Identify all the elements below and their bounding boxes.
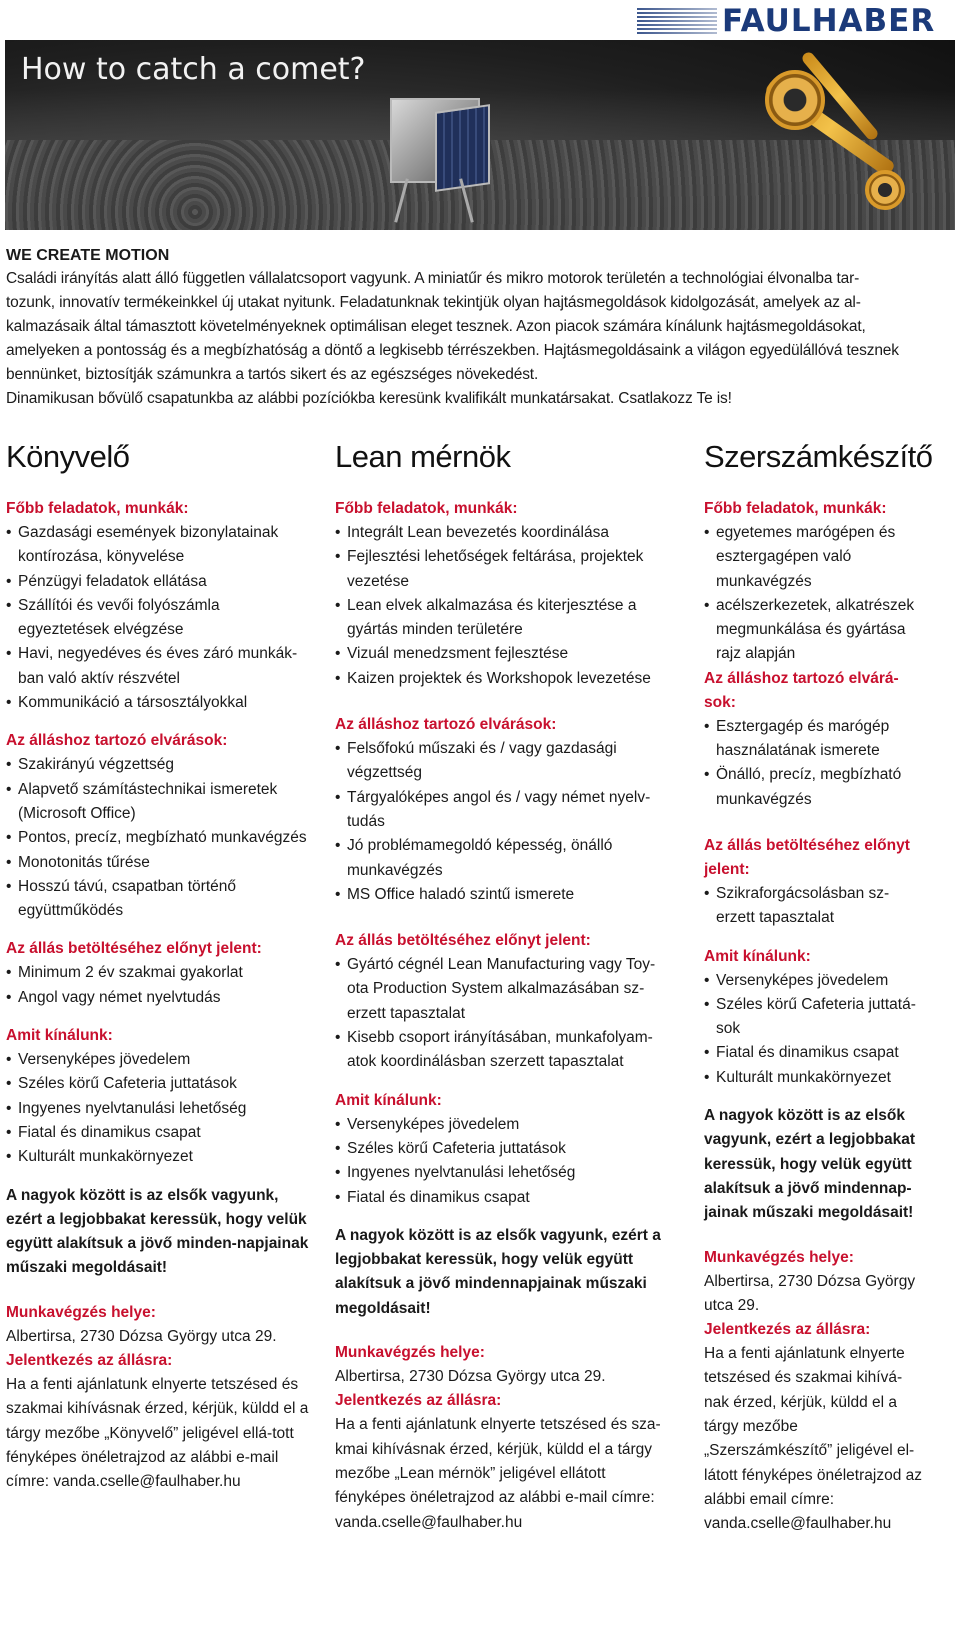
workplace-heading: Munkavégzés helye: (6, 1303, 156, 1321)
list-item: • Jó problémamegoldó képesség, önálló munkavégzés (335, 834, 670, 883)
offer-heading: Amit kínálunk: (704, 947, 811, 965)
list-item: • Gazdasági események bizonylatainak kontírozása, könyvelése (6, 521, 311, 570)
workplace-heading: Munkavégzés helye: (335, 1344, 485, 1362)
list-item: • Versenyképes jövedelem (6, 1048, 311, 1072)
intro-line: tozunk, innovatív termékeinkkel új utakat nyitunk. Feladatunknak tekintjük olyan hajtásmegoldások kidolgozását, amelyek az al- (6, 294, 861, 311)
company-logo: FAULHABER (722, 3, 936, 39)
requirements-list (335, 737, 670, 907)
list-item: • MS Office haladó szintű ismerete (335, 883, 670, 907)
list-item: • Szállítói és vevői folyószámla egyeztetések elvégzése (6, 594, 311, 643)
list-item: • Fiatal és dinamikus csapat (6, 1121, 311, 1145)
requirements-list (704, 715, 926, 812)
intro-line: Dinamikusan bővülő csapatunkba az alábbi pozíciókba keresünk kvalifikált munkatársakat. Csatlakozz Te is! (6, 390, 732, 407)
tasks-list (335, 521, 670, 691)
advantages-list (6, 961, 311, 1010)
tasks-list (704, 521, 926, 667)
list-item: • Szikraforgácsolásban sz-erzett tapasztalat (704, 882, 926, 931)
apply-text: Ha a fenti ajánlatunk elnyerte tetszésed és szakmai kihívásnak érzed, kérjük, küldd el a tárgy mezőbe „Könyvelő” jeligével ellá-tott fényképes önéletrajzod az alábbi e-mail címre: vanda.cselle@faulhaber.hu (6, 1376, 309, 1491)
requirements-list (6, 753, 311, 923)
requirements-heading: Az álláshoz tartozó elvárások: (6, 732, 228, 750)
slogan: A nagyok között is az elsők vagyunk, ezért a legjobbakat keressük, hogy velük együtt alakítsuk a jövő minden-napjainak műszaki megoldásait! (6, 1186, 309, 1277)
slogan: A nagyok között is az elsők vagyunk, ezért a legjobbakat keressük, hogy velük együtt alakítsuk a jövő mindennapjainak műszaki megoldásait! (335, 1226, 661, 1317)
apply-heading: Jelentkezés az állásra: (335, 1392, 502, 1410)
list-item: • Vizuál menedzsment fejlesztése (335, 642, 670, 666)
offer-list (704, 969, 926, 1090)
intro-title: WE CREATE MOTION (6, 247, 170, 264)
list-item: • Havi, negyedéves és éves záró munkák-ban való aktív részvétel (6, 642, 311, 691)
banner-title: How to catch a comet? (21, 52, 366, 87)
list-item: • Kaizen projektek és Workshopok levezetése (335, 667, 670, 691)
list-item: • Fiatal és dinamikus csapat (704, 1041, 926, 1065)
advantages-heading: Az állás betöltéséhez előnyt jelent: (335, 932, 591, 950)
job-title: Könyvelő (6, 439, 130, 474)
list-item: • Ingyenes nyelvtanulási lehetőség (335, 1161, 670, 1185)
tasks-heading: Főbb feladatok, munkák: (6, 500, 189, 517)
intro-line: bennünket, biztosítják számunkra a tartós sikert és az egészséges növekedést. (6, 366, 539, 383)
intro-section (6, 245, 921, 411)
list-item: • Szakirányú végzettség (6, 753, 311, 777)
list-item: • Kommunikáció a társosztályokkal (6, 691, 311, 715)
workplace-address: Albertirsa, 2730 Dózsa György utca 29. (6, 1327, 277, 1345)
requirements-heading: Az álláshoz tartozó elvárások: (335, 716, 557, 734)
hero-banner (5, 40, 955, 230)
intro-line: kalmazásaik által támasztott követelményeknek optimálisan eleget tesznek. Azon piacok számára kínálunk hajtásmegoldásokat, (6, 318, 866, 335)
list-item: • Integrált Lean bevezetés koordinálása (335, 521, 670, 545)
list-item: • Angol vagy német nyelvtudás (6, 986, 311, 1010)
advantages-list (704, 882, 926, 931)
tasks-heading: Főbb feladatok, munkák: (704, 500, 887, 517)
advantages-heading: Az állás betöltéséhez előnyt jelent: (6, 940, 262, 958)
intro-line: amelyeken a pontosság és a megbízhatóság a döntő a legkisebb térrészekben. Hajtásmegoldásaink a világon egyedülállóvá tesznek (6, 342, 899, 359)
workplace-address: Albertirsa, 2730 Dózsa György utca 29. (704, 1272, 916, 1314)
workplace-address: Albertirsa, 2730 Dózsa György utca 29. (335, 1368, 606, 1386)
list-item: • Fiatal és dinamikus csapat (335, 1186, 670, 1210)
tasks-list (6, 521, 311, 715)
apply-heading: Jelentkezés az állásra: (704, 1321, 871, 1339)
job-column-lean-mernok (335, 437, 670, 1535)
list-item: • Gyártó cégnél Lean Manufacturing vagy Toy-ota Production System alkalmazásában sz-erzett tapasztalat (335, 953, 670, 1026)
job-column-szerszamkeszito (704, 437, 933, 1537)
list-item: • Széles körű Cafeteria juttatások (6, 1072, 311, 1096)
list-item: • Esztergagép és marógép használatának ismerete (704, 715, 926, 764)
list-item: • Ingyenes nyelvtanulási lehetőség (6, 1097, 311, 1121)
list-item: • Széles körű Cafeteria juttatások (335, 1137, 670, 1161)
list-item: • Tárgyalóképes angol és / vagy német nyelv-tudás (335, 786, 670, 835)
comet-lander-image (380, 78, 500, 203)
advantages-list (335, 953, 670, 1074)
list-item: • Önálló, precíz, megbízható munkavégzés (704, 763, 926, 812)
list-item: • Kisebb csoport irányításában, munkafolyam-atok koordinálásban szerzett tapasztalat (335, 1026, 670, 1075)
list-item: • acélszerkezetek, alkatrészek megmunkálása és gyártása rajz alapján (704, 594, 926, 667)
logo-stripes-icon (637, 8, 717, 34)
list-item: • Fejlesztési lehetőségek feltárása, projektek vezetése (335, 545, 670, 594)
list-item: • Minimum 2 év szakmai gyakorlat (6, 961, 311, 985)
list-item: • Versenyképes jövedelem (335, 1113, 670, 1137)
drill-mechanism-image (725, 50, 935, 220)
list-item: • Pontos, precíz, megbízható munkavégzés (6, 826, 311, 850)
list-item: • Hosszú távú, csapatban történő együttműködés (6, 875, 311, 924)
list-item: • Kulturált munkakörnyezet (704, 1066, 926, 1090)
list-item: • Felsőfokú műszaki és / vagy gazdasági végzettség (335, 737, 670, 786)
list-item: • Versenyképes jövedelem (704, 969, 926, 993)
job-column-konyvelo (6, 437, 311, 1495)
list-item: • Alapvető számítástechnikai ismeretek (Microsoft Office) (6, 778, 311, 827)
offer-list (335, 1113, 670, 1210)
apply-heading: Jelentkezés az állásra: (6, 1352, 173, 1370)
apply-text: Ha a fenti ajánlatunk elnyerte tetszésed és sza-kmai kihívásnak érzed, kérjük, küldd el a tárgy mezőbe „Lean mérnök” jeligével ellátott fényképes önéletrajzod az alábbi e-mail címre: vanda.cselle@faulhaber.hu (335, 1416, 661, 1531)
job-title: Szerszámkészítő (704, 439, 933, 474)
advantages-heading: Az állás betöltéséhez előnyt jelent: (704, 836, 910, 878)
slogan: A nagyok között is az elsők vagyunk, ezért a legjobbakat keressük, hogy velük együtt alakítsuk a jövő mindennap-jainak műszaki megoldásait! (704, 1107, 916, 1222)
list-item: • Monotonitás tűrése (6, 851, 311, 875)
list-item: • Kulturált munkakörnyezet (6, 1145, 311, 1169)
requirements-heading: Az álláshoz tartozó elvárá-sok: (704, 669, 899, 711)
job-title: Lean mérnök (335, 439, 511, 474)
list-item: • Széles körű Cafeteria juttatá-sok (704, 993, 926, 1042)
header-logo-bar (0, 3, 960, 39)
offer-heading: Amit kínálunk: (6, 1027, 113, 1045)
apply-text: Ha a fenti ajánlatunk elnyerte tetszésed és szakmai kihívá-nak érzed, kérjük, küldd el a tárgy mezőbe „Szerszámkészítő” jeligével el-látott fényképes önéletrajzod az alábbi email címre: vanda.cselle@faulhaber.hu (704, 1345, 922, 1533)
list-item: • egyetemes marógépen és esztergagépen való munkavégzés (704, 521, 926, 594)
workplace-heading: Munkavégzés helye: (704, 1248, 854, 1266)
list-item: • Pénzügyi feladatok ellátása (6, 570, 311, 594)
intro-line: Családi irányítás alatt álló független vállalatcsoport vagyunk. A miniatűr és mikro motorok területén a technológiai élvonalba tar- (6, 270, 860, 287)
tasks-heading: Főbb feladatok, munkák: (335, 500, 518, 517)
offer-heading: Amit kínálunk: (335, 1091, 442, 1109)
offer-list (6, 1048, 311, 1169)
list-item: • Lean elvek alkalmazása és kiterjesztése a gyártás minden területére (335, 594, 670, 643)
